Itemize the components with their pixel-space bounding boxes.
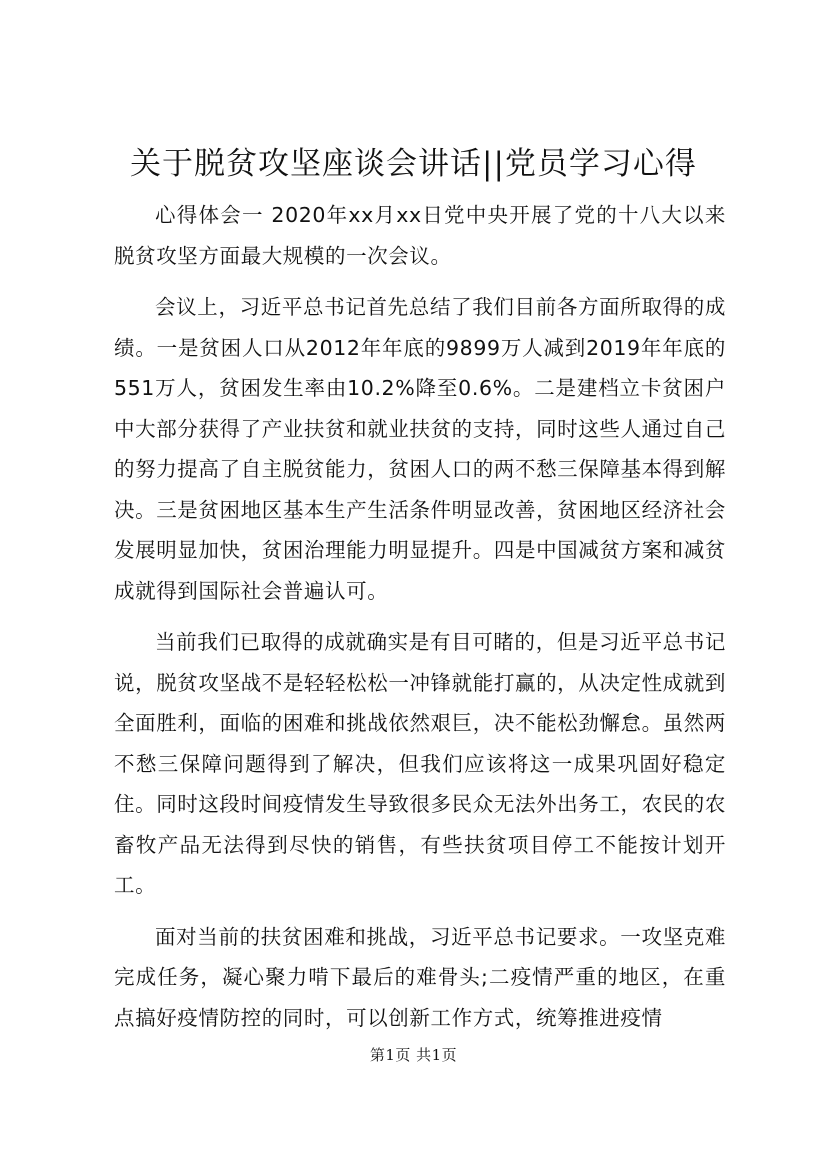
paragraph-1: 心得体会一 2020年xx月xx日党中央开展了党的十八大以来脱贫攻坚方面最大规模的一次会议。 bbox=[114, 203, 726, 268]
document-title: 关于脱贫攻坚座谈会讲话||党员学习心得 bbox=[130, 146, 697, 182]
paragraph-3: 当前我们已取得的成就确实是有目可睹的，但是习近平总书记说，脱贫攻坚战不是轻轻松松一冲锋就能打赢的，从决定性成就到全面胜利，面临的困难和挑战依然艰巨，决不能松劲懈怠。虽然两不愁三保障问题得到了解决，但我们应该将这一成果巩固好稳定住。同时这段时间疫情发生导致很多民众无法外出务工，农民的农畜牧产品无法得到尽快的销售，有些扶贫项目停工不能按计划开工。 bbox=[114, 630, 726, 897]
page-number-footer: 第1页 共1页 bbox=[369, 1046, 458, 1064]
paragraph-2: 会议上，习近平总书记首先总结了我们目前各方面所取得的成绩。一是贫困人口从2012年年底的9899万人减到2019年年底的551万人，贫困发生率由10.2%降至0.6%。二是建档立卡贫困户中大部分获得了产业扶贫和就业扶贫的支持，同时这些人通过自己的努力提高了自主脱贫能力，贫困人口的两不愁三保障基本得到解决。三是贫困地区基本生产生活条件明显改善，贫困地区经济社会发展明显加快，贫困治理能力明显提升。四是中国减贫方案和减贫成就得到国际社会普遍认可。 bbox=[114, 295, 726, 603]
paragraph-4: 面对当前的扶贫困难和挑战，习近平总书记要求。一攻坚克难完成任务，凝心聚力啃下最后的难骨头;二疫情严重的地区，在重点搞好疫情防控的同时，可以创新工作方式，统筹推进疫情 bbox=[114, 924, 726, 1030]
document-body bbox=[114, 195, 726, 1049]
